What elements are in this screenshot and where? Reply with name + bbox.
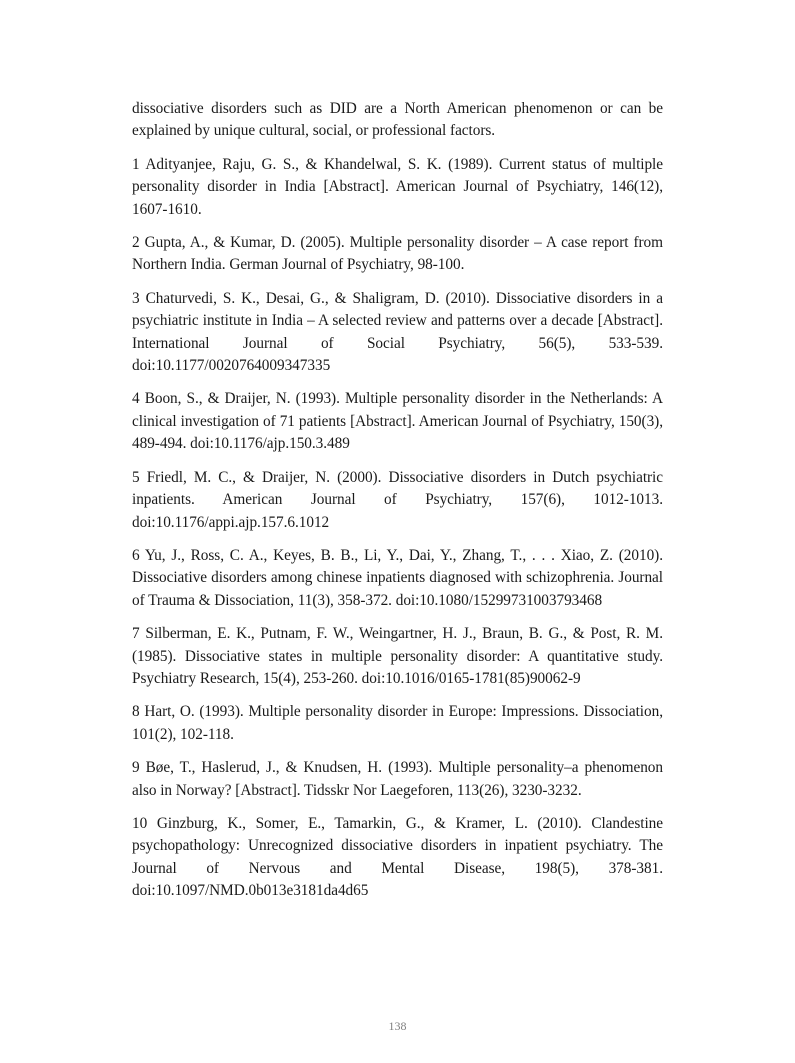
reference-3 <box>132 288 663 378</box>
reference-number: 8 <box>132 703 140 721</box>
reference-10 <box>132 813 663 903</box>
reference-text: Adityanjee, Raju, G. S., & Khandelwal, S. K. (1989). Current status of multiple personality disorder in India [Abstract]. American Journal of Psychiatry, 146(12), 1607-1610. <box>132 155 664 218</box>
reference-text: Gupta, A., & Kumar, D. (2005). Multiple personality disorder – A case report from Northern India. German Journal of Psychiatry, 98-100. <box>132 234 663 274</box>
intro-paragraph: dissociative disorders such as DID are a North American phenomenon or can be explained by unique cultural, social, or professional factors. <box>132 100 663 140</box>
reference-number: 6 <box>132 546 140 564</box>
reference-4 <box>132 388 663 455</box>
reference-text: Bøe, T., Haslerud, J., & Knudsen, H. (1993). Multiple personality–a phenomenon also in Norway? [Abstract]. Tidsskr Nor Laegeforen, 113(26), 3230-3232. <box>132 759 663 799</box>
reference-number: 5 <box>132 468 140 486</box>
reference-number: 4 <box>132 390 140 408</box>
reference-number: 1 <box>132 155 140 173</box>
reference-1 <box>132 154 663 221</box>
reference-number: 2 <box>132 234 140 252</box>
reference-text: Friedl, M. C., & Draijer, N. (2000). Dissociative disorders in Dutch psychiatric inpatients. American Journal of Psychiatry, 157(6), 1012-1013. doi:10.1176/appi.ajp.157.6.1012 <box>132 468 663 531</box>
reference-text: Boon, S., & Draijer, N. (1993). Multiple personality disorder in the Netherlands: A clinical investigation of 71 patients [Abstract]. American Journal of Psychiatry, 150(3), 489-494. doi:10.1176/ajp.150.3.489 <box>132 390 663 453</box>
reference-text: Ginzburg, K., Somer, E., Tamarkin, G., & Kramer, L. (2010). Clandestine psychopathology: Unrecognized dissociative disorders in inpatient psychiatry. The Journal of Nervous and Mental Disease, 198(5), 378-381. doi:10.1097/NMD.0b013e3181da4d65 <box>132 814 664 900</box>
reference-number: 3 <box>132 289 140 307</box>
page-body <box>132 98 663 914</box>
reference-6 <box>132 545 663 612</box>
reference-number: 7 <box>132 625 140 643</box>
reference-number: 10 <box>132 814 148 832</box>
page-number: 138 <box>388 1019 407 1033</box>
reference-text: Hart, O. (1993). Multiple personality disorder in Europe: Impressions. Dissociation, 101(2), 102-118. <box>132 703 663 743</box>
reference-7 <box>132 623 663 690</box>
reference-9 <box>132 757 663 802</box>
reference-8 <box>132 701 663 746</box>
reference-text: Yu, J., Ross, C. A., Keyes, B. B., Li, Y., Dai, Y., Zhang, T., . . . Xiao, Z. (2010). Dissociative disorders among chinese inpatients diagnosed with schizophrenia. Journal of Trauma & Dissociation, 11(3), 358-372. doi:10.1080/15299731003793468 <box>132 546 663 609</box>
reference-text: Chaturvedi, S. K., Desai, G., & Shaligram, D. (2010). Dissociative disorders in a psychiatric institute in India – A selected review and patterns over a decade [Abstract]. International Journal of Social Psychiatry, 56(5), 533-539. doi:10.1177/0020764009347335 <box>132 289 663 375</box>
reference-5 <box>132 467 663 534</box>
reference-number: 9 <box>132 759 140 777</box>
reference-2 <box>132 232 663 277</box>
reference-text: Silberman, E. K., Putnam, F. W., Weingartner, H. J., Braun, B. G., & Post, R. M. (1985). Dissociative states in multiple personality disorder: A quantitative study. Psychiatry Research, 15(4), 253-260. doi:10.1016/0165-1781(85)90062-9 <box>132 625 663 687</box>
